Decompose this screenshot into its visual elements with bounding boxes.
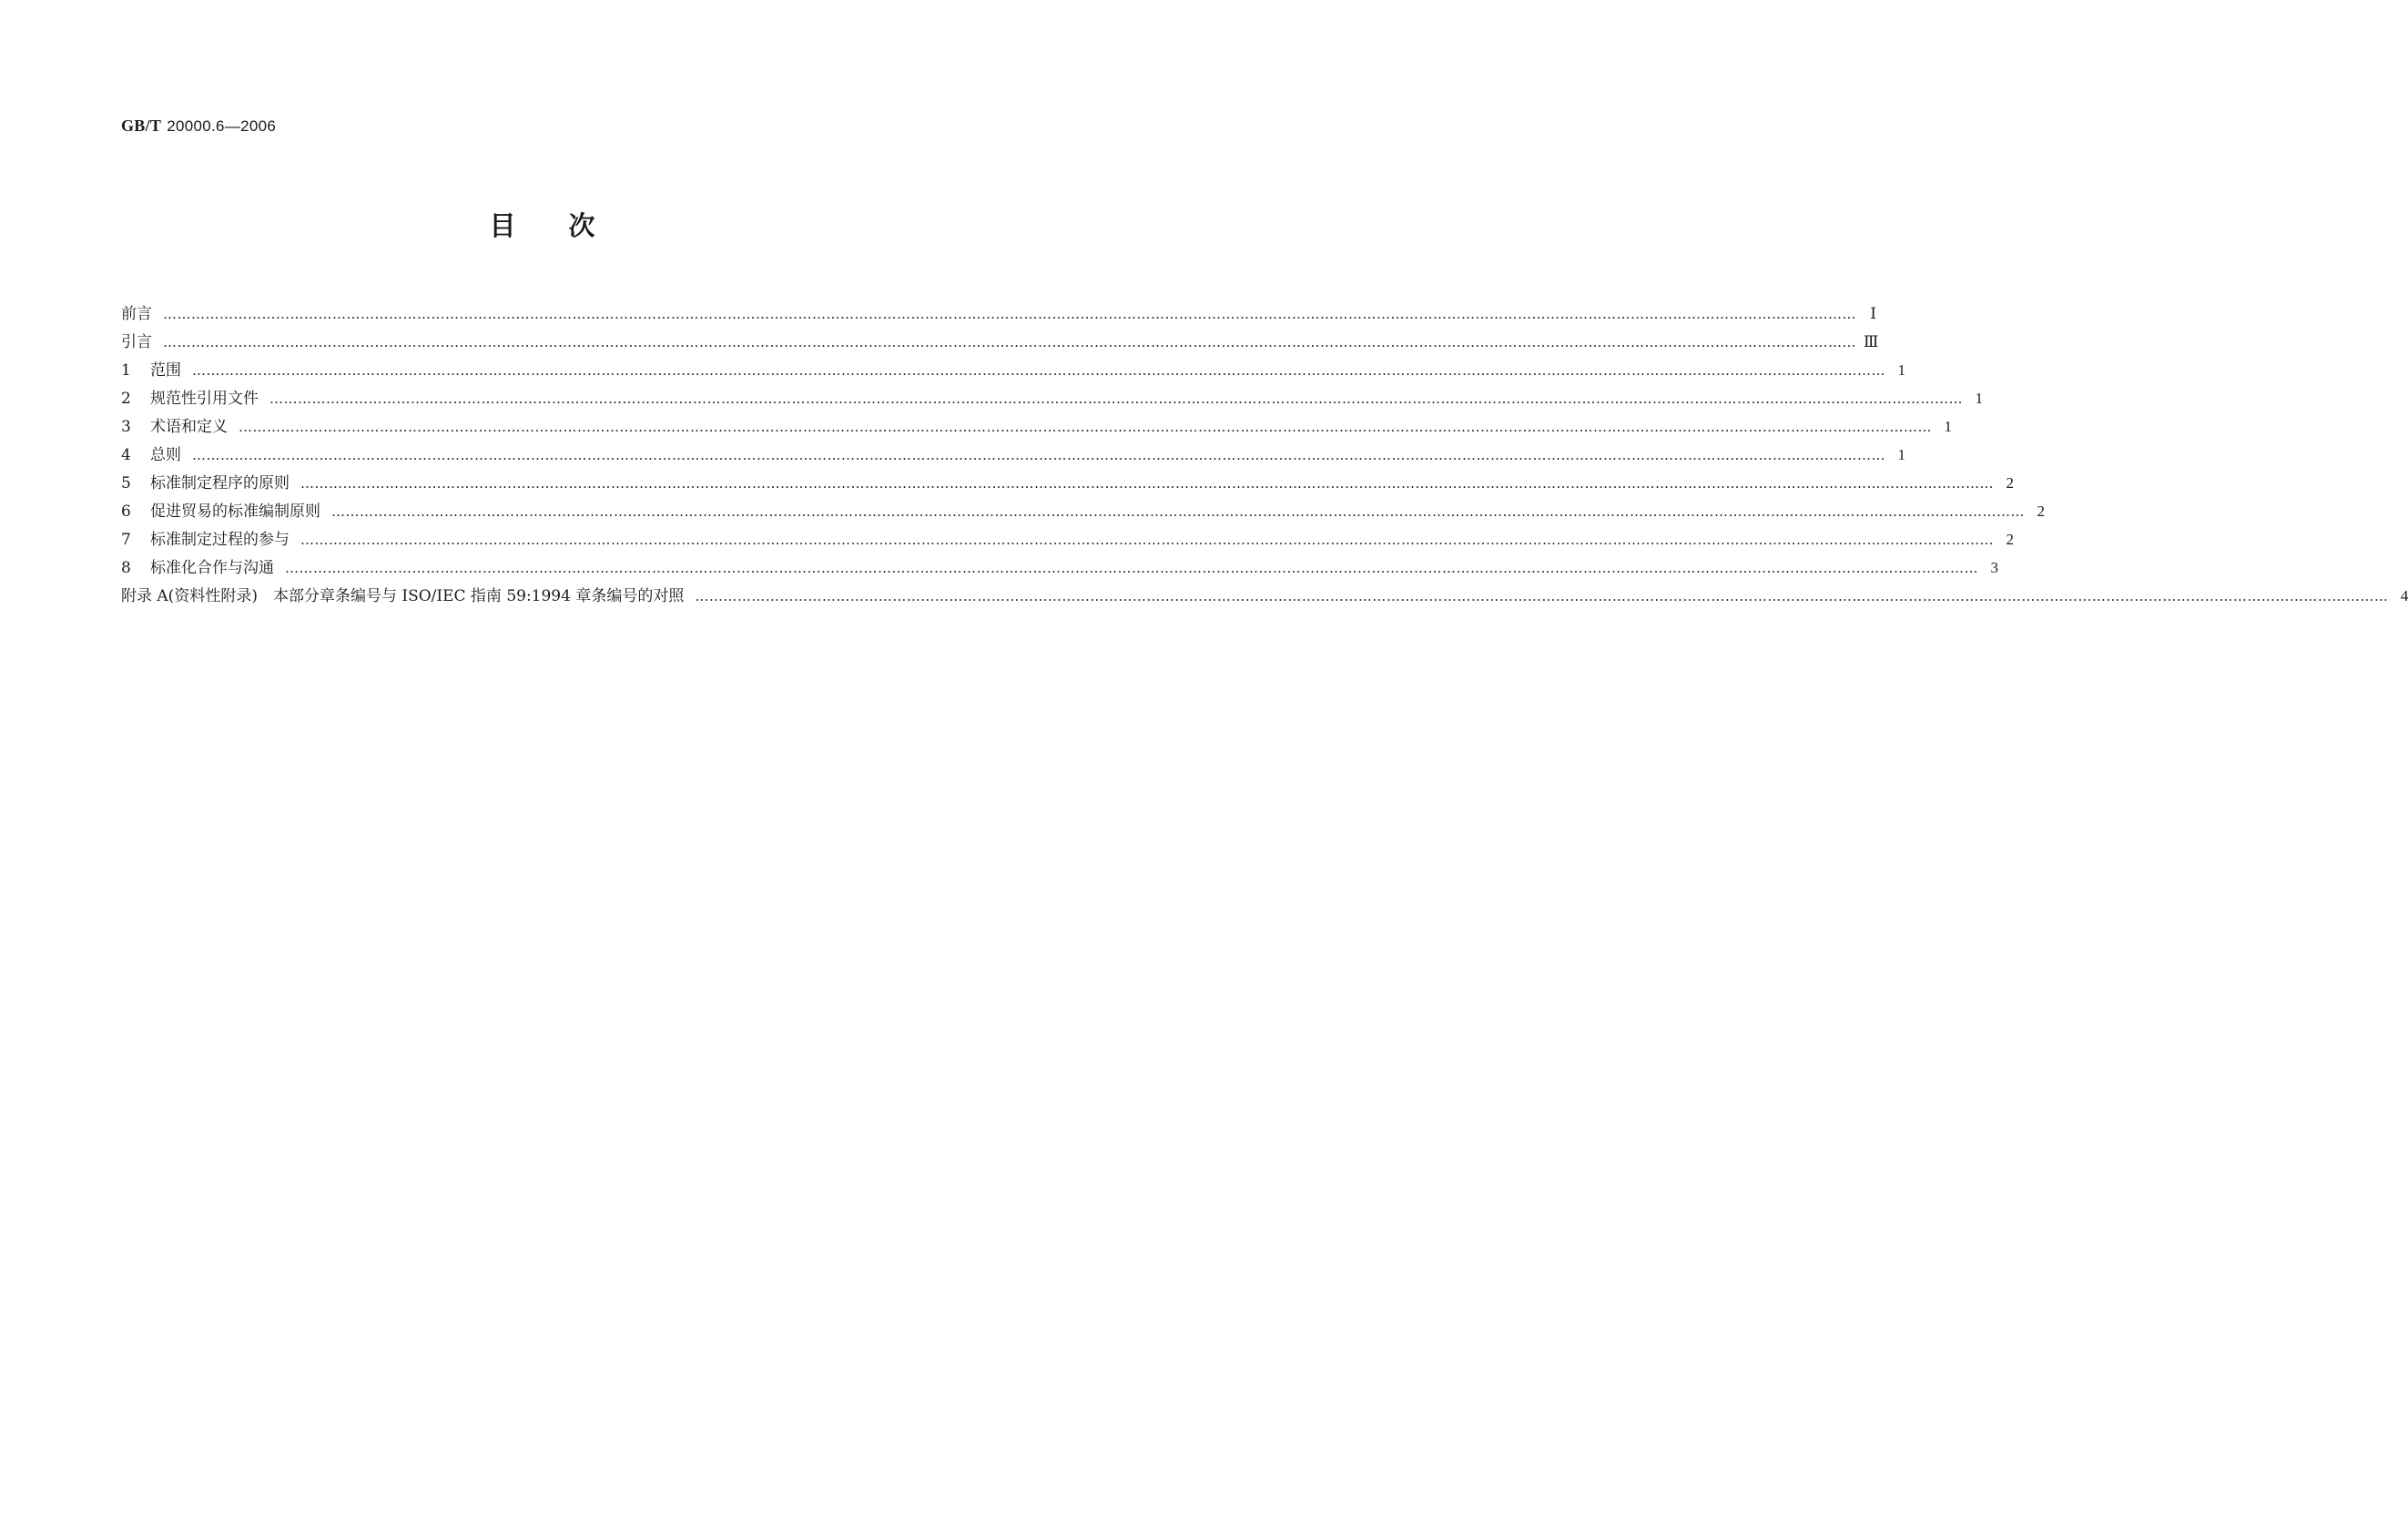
toc-entry-number: 5: [121, 474, 131, 492]
standard-prefix: GB/T: [121, 117, 162, 135]
dot-leader: ………………………………………………………………………………………………………………………………………………………………………………………………………………………………………………………………………………………………………………………………: [695, 588, 2389, 604]
dot-leader: ………………………………………………………………………………………………………………………………………………………………………………………………………………………………………………………………………………………………………………………………: [269, 391, 1963, 407]
toc-entry-label: 引言: [121, 333, 152, 351]
toc-entry-label: 标准化合作与沟通: [150, 559, 274, 577]
toc-page-number: Ⅰ: [1870, 305, 1876, 322]
toc-page-number: 4: [2400, 587, 2408, 604]
toc-entry-scope[interactable]: [121, 357, 1905, 385]
toc-entry-terms-definitions[interactable]: [121, 413, 1952, 442]
toc-entry-label: 附录 A(资料性附录) 本部分章条编号与 ISO/IEC 指南 59:1994 章条编号的对照: [121, 587, 685, 605]
toc-entry-label: 总则: [150, 446, 181, 464]
standard-number-header: [121, 117, 276, 136]
toc-entry-label: 促进贸易的标准编制原则: [150, 503, 320, 521]
toc-entry-participation[interactable]: [121, 526, 2014, 554]
toc-entry-label: 术语和定义: [150, 418, 228, 436]
dot-leader: ………………………………………………………………………………………………………………………………………………………………………………………………………………………………………………………………………………………………………………………………: [163, 306, 1856, 322]
toc-entry-label-wrap: [121, 385, 259, 408]
toc-entry-introduction[interactable]: [121, 329, 1879, 357]
toc-entry-label-wrap: [121, 498, 320, 521]
toc-page-number: 2: [2006, 531, 2014, 548]
toc-entry-procedure-principles[interactable]: [121, 470, 2014, 498]
toc-entry-label-wrap: [121, 526, 290, 549]
standard-number: 20000.6—2006: [167, 117, 277, 135]
toc-entry-label-wrap: [121, 413, 228, 436]
toc-entry-label-wrap: [121, 470, 290, 492]
toc-entry-label: 标准制定过程的参与: [150, 531, 290, 549]
toc-page-number: 1: [1975, 390, 1983, 407]
toc-page-number: 1: [1897, 361, 1905, 379]
toc-entry-number: 1: [121, 361, 131, 380]
toc-entry-preface[interactable]: [121, 300, 1876, 329]
toc-entry-label: 规范性引用文件: [150, 390, 259, 408]
toc-page-number: Ⅲ: [1864, 333, 1879, 350]
table-of-contents: [121, 300, 2408, 611]
dot-leader: ………………………………………………………………………………………………………………………………………………………………………………………………………………………………………………………………………………………………………………………………: [300, 475, 1994, 492]
toc-page-number: 2: [2006, 474, 2014, 492]
toc-entry-number: 3: [121, 418, 131, 436]
dot-leader: ………………………………………………………………………………………………………………………………………………………………………………………………………………………………………………………………………………………………………………………………: [192, 447, 1885, 463]
toc-title: [0, 206, 1084, 243]
dot-leader: ………………………………………………………………………………………………………………………………………………………………………………………………………………………………………………………………………………………………………………………………: [285, 560, 1978, 576]
toc-page-number: 1: [1897, 446, 1905, 463]
toc-entry-trade-principles[interactable]: [121, 498, 2045, 526]
toc-entry-number: 2: [121, 390, 131, 408]
toc-entry-normative-references[interactable]: [121, 385, 1983, 413]
dot-leader: ………………………………………………………………………………………………………………………………………………………………………………………………………………………………………………………………………………………………………………………………: [163, 334, 1856, 350]
toc-entry-label: 标准制定程序的原则: [150, 474, 290, 492]
toc-entry-label-wrap: [121, 357, 181, 380]
toc-entry-label: 范围: [150, 361, 181, 380]
toc-page-number: 3: [1990, 559, 1998, 576]
toc-entry-label-wrap: [121, 442, 181, 464]
dot-leader: ………………………………………………………………………………………………………………………………………………………………………………………………………………………………………………………………………………………………………………………………: [331, 503, 2025, 520]
toc-entry-label-wrap: [121, 554, 274, 577]
toc-page-number: 1: [1944, 418, 1952, 435]
dot-leader: ………………………………………………………………………………………………………………………………………………………………………………………………………………………………………………………………………………………………………………………………: [239, 419, 1932, 435]
dot-leader: ………………………………………………………………………………………………………………………………………………………………………………………………………………………………………………………………………………………………………………………………: [300, 532, 1994, 548]
toc-entry-number: 4: [121, 446, 131, 464]
toc-title-char: 次: [568, 210, 648, 241]
toc-page-number: 2: [2037, 503, 2045, 520]
dot-leader: ………………………………………………………………………………………………………………………………………………………………………………………………………………………………………………………………………………………………………………………………: [192, 362, 1885, 379]
toc-entry-cooperation[interactable]: [121, 554, 1998, 583]
toc-entry-number: 6: [121, 503, 131, 521]
toc-entry-general[interactable]: [121, 442, 1905, 470]
toc-entry-annex-a[interactable]: [121, 583, 2408, 611]
toc-entry-number: 7: [121, 531, 131, 549]
toc-entry-number: 8: [121, 559, 131, 577]
toc-entry-label: 前言: [121, 305, 152, 323]
toc-title-char: 目: [489, 210, 569, 241]
